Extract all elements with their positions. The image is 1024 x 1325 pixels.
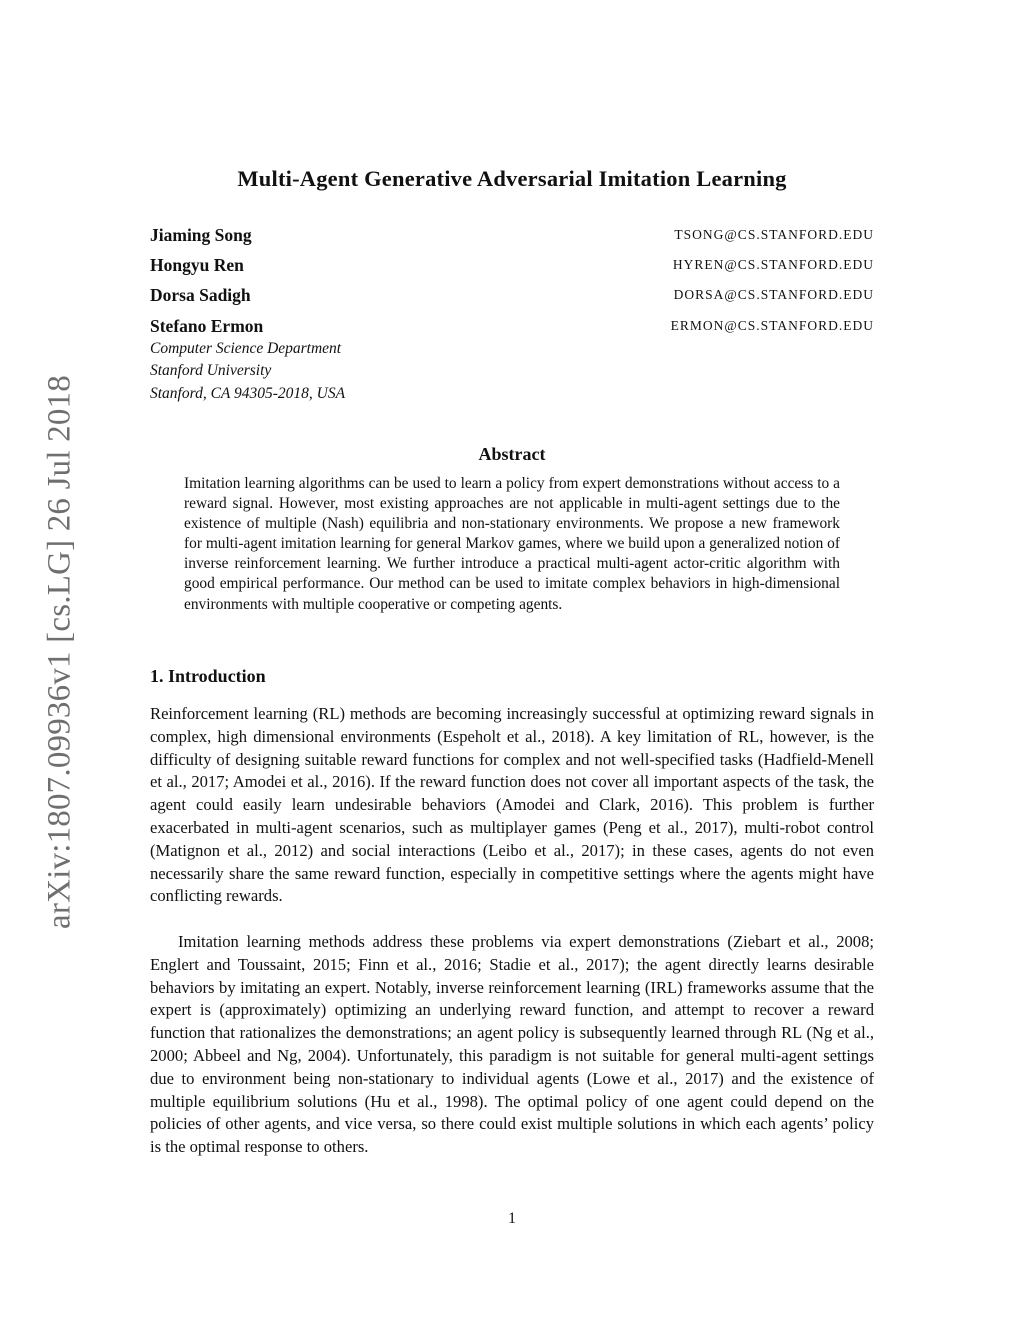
body-paragraph: Reinforcement learning (RL) methods are becoming increasingly successful at optimizing reward signals in complex, high dimensional environments (Espeholt et al., 2018). A key limitation of RL, however, is the difficulty of designing suitable reward functions for complex and not well-specified tasks (Hadfield-Menell et al., 2017; Amodei et al., 2016). If the reward function does not cover all important aspects of the task, the agent could easily learn undesirable behaviors (Amodei and Clark, 2016). This problem is further exacerbated in multi-agent scenarios, such as multiplayer games (Peng et al., 2017), multi-robot control (Matignon et al., 2012) and social interactions (Leibo et al., 2017); in these cases, agents do not even necessarily share the same reward function, especially in competitive settings where the agents might have conflicting rewards.	[150, 704, 874, 906]
section-heading: 1. Introduction	[150, 666, 266, 686]
author-email: HYREN@CS.STANFORD.EDU	[672, 257, 874, 272]
author-email: ERMON@CS.STANFORD.EDU	[670, 318, 874, 333]
author-row	[150, 285, 874, 309]
author-name: Jiaming Song	[150, 225, 252, 245]
affiliation-university: Stanford University	[150, 362, 272, 379]
author-name: Stefano Ermon	[150, 316, 264, 336]
paper-title: Multi-Agent Generative Adversarial Imitation Learning	[237, 166, 787, 191]
author-row	[150, 225, 874, 249]
author-row	[150, 255, 874, 279]
affiliation-department: Computer Science Department	[150, 340, 342, 357]
author-email: DORSA@CS.STANFORD.EDU	[673, 287, 874, 302]
author-name: Dorsa Sadigh	[150, 285, 251, 305]
author-row	[150, 316, 874, 340]
abstract-heading: Abstract	[478, 444, 546, 464]
author-name: Hongyu Ren	[150, 255, 244, 275]
arxiv-identifier-stamp: arXiv:1807.09936v1 [cs.LG] 26 Jul 2018	[41, 375, 78, 929]
page-number: 1	[508, 1210, 516, 1227]
author-email: TSONG@CS.STANFORD.EDU	[674, 227, 874, 242]
affiliation-address: Stanford, CA 94305-2018, USA	[150, 385, 346, 402]
body-paragraph: Imitation learning methods address these problems via expert demonstrations (Ziebart et al., 2008; Englert and Toussaint, 2015; Finn et al., 2016; Stadie et al., 2017); the agent directly learns desirable behaviors by imitating an expert. Notably, inverse reinforcement learning (IRL) frameworks assume that the expert is (approximately) optimizing an underlying reward function, and attempt to recover a reward function that rationalizes the demonstrations; an agent policy is subsequently learned through RL (Ng et al., 2000; Abbeel and Ng, 2004). Unfortunately, this paradigm is not suitable for general multi-agent settings due to environment being non-stationary to individual agents (Lowe et al., 2017) and the existence of multiple equilibrium solutions (Hu et al., 1998). The optimal policy of one agent could depend on the policies of other agents, and vice versa, so there could exist multiple solutions in which each agents’ policy is the optimal response to others.	[150, 932, 874, 1157]
abstract-text: Imitation learning algorithms can be used to learn a policy from expert demonstrations without access to a reward signal. However, most existing approaches are not applicable in multi-agent settings due to the existence of multiple (Nash) equilibria and non-stationary environments. We propose a new framework for multi-agent imitation learning for general Markov games, where we build upon a generalized notion of inverse reinforcement learning. We further introduce a practical multi-agent actor-critic algorithm with good empirical performance. Our method can be used to imitate complex behaviors in high-dimensional environments with multiple cooperative or competing agents.	[184, 475, 840, 613]
